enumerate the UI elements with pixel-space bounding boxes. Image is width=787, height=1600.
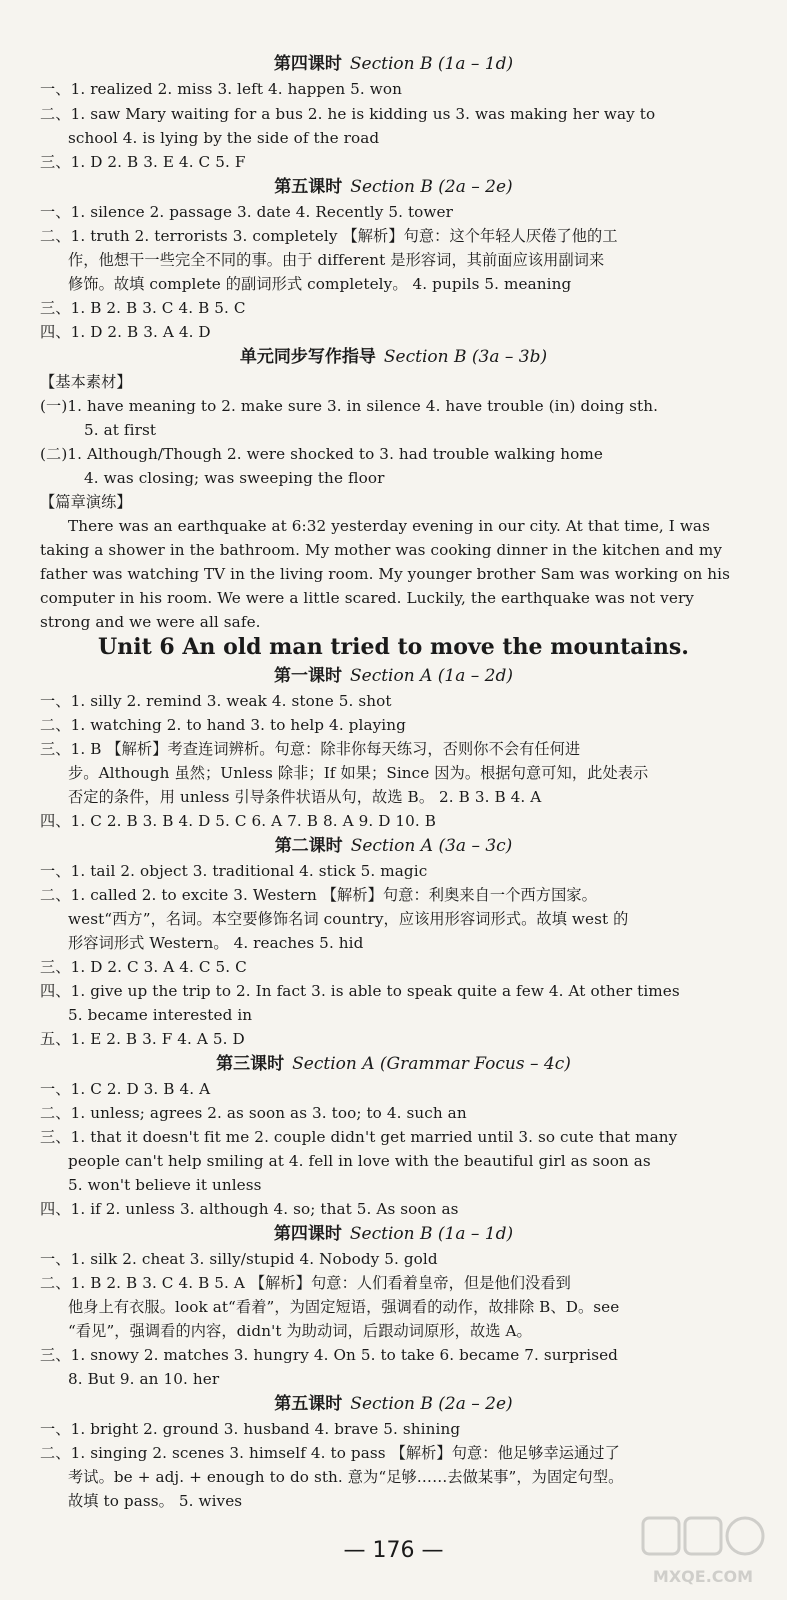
- answer-line: 二、1. called 2. to excite 3. Western 【解析】句意：利奥来自一个西方国家。: [40, 886, 597, 904]
- section-label: Section B (3a – 3b): [383, 347, 548, 367]
- answer-line: 一、1. silk 2. cheat 3. silly/stupid 4. Nobody 5. gold: [40, 1250, 438, 1268]
- answer-line: west“西方”，名词。本空要修饰名词 country，应该用形容词形式。故填 west 的: [68, 910, 629, 928]
- answer-line: 四、1. D 2. B 3. A 4. D: [40, 323, 211, 341]
- section-label: Section B (1a – 1d): [349, 1224, 514, 1244]
- page-number: — 176 —: [343, 1538, 444, 1563]
- answer-line: 一、1. silly 2. remind 3. weak 4. stone 5. shot: [40, 692, 392, 710]
- answer-line: 一、1. silence 2. passage 3. date 4. Recently 5. tower: [40, 203, 453, 221]
- answer-line: 一、1. bright 2. ground 3. husband 4. brave 5. shining: [40, 1420, 461, 1438]
- answer-line: 否定的条件，用 unless 引导条件状语从句，故选 B。 2. B 3. B 4. A: [68, 788, 542, 806]
- answer-line: 步。Although 虽然；Unless 除非；If 如果；Since 因为。根据句意可知，此处表示: [68, 764, 649, 782]
- answer-line: 四、1. if 2. unless 3. although 4. so; that 5. As soon as: [40, 1200, 459, 1218]
- lesson-heading: [0, 834, 787, 858]
- section-label: Section A (Grammar Focus – 4c): [292, 1054, 571, 1074]
- answer-line: 二、1. saw Mary waiting for a bus 2. he is kidding us 3. was making her way to: [40, 105, 656, 123]
- answer-line: 形容词形式 Western。 4. reaches 5. hid: [68, 934, 364, 952]
- lesson-title: 第三课时: [216, 1054, 285, 1074]
- answer-line: 二、1. B 2. B 3. C 4. B 5. A 【解析】句意：人们看着皇帝，但是他们没看到: [40, 1274, 571, 1292]
- section-label: Section B (2a – 2e): [350, 177, 513, 197]
- answer-line: 他身上有衣服。look at“看着”，为固定短语，强调看的动作，故排除 B、D。see: [68, 1298, 620, 1316]
- answer-line: 二、1. singing 2. scenes 3. himself 4. to pass 【解析】句意：他足够幸运通过了: [40, 1444, 620, 1462]
- lesson-heading: [0, 52, 787, 76]
- answer-line: 四、1. give up the trip to 2. In fact 3. is able to speak quite a few 4. At other times: [40, 982, 680, 1000]
- lesson-title: 第一课时: [274, 666, 342, 686]
- answer-line: 二、1. truth 2. terrorists 3. completely 【解析】句意：这个年轻人厌倦了他的工: [40, 227, 618, 245]
- answer-line: 考试。be + adj. + enough to do sth. 意为“足够……去做某事”，为固定句型。: [68, 1468, 624, 1486]
- lesson-heading: [0, 1392, 787, 1416]
- lesson-heading: [0, 1222, 787, 1246]
- answer-line: 二、1. unless; agrees 2. as soon as 3. too; to 4. such an: [40, 1104, 467, 1122]
- answer-line: (二)1. Although/Though 2. were shocked to 3. had trouble walking home: [40, 445, 604, 463]
- answer-line: 三、1. snowy 2. matches 3. hungry 4. On 5. to take 6. became 7. surprised: [40, 1346, 618, 1364]
- section-label: Section A (1a – 2d): [350, 666, 513, 686]
- answer-line: 5. at first: [84, 421, 157, 439]
- lesson-title: 第五课时: [274, 177, 343, 197]
- lesson-heading: [0, 345, 787, 369]
- answer-line: 三、1. that it doesn't fit me 2. couple didn't get married until 3. so cute that many: [40, 1128, 678, 1146]
- answer-line: people can't help smiling at 4. fell in love with the beautiful girl as soon as: [68, 1152, 651, 1170]
- answer-line: 故填 to pass。 5. wives: [68, 1492, 243, 1510]
- lesson-title: 第五课时: [274, 1394, 343, 1414]
- lesson-heading: [0, 664, 787, 688]
- answer-line: taking a shower in the bathroom. My mother was cooking dinner in the kitchen and my: [40, 541, 723, 559]
- answer-line: school 4. is lying by the side of the road: [68, 129, 380, 147]
- section-label: Section B (2a – 2e): [350, 1394, 513, 1414]
- lesson-title: 第二课时: [274, 836, 343, 856]
- answer-line: 二、1. watching 2. to hand 3. to help 4. playing: [40, 716, 406, 734]
- lesson-title: 第四课时: [273, 54, 342, 74]
- watermark-logo: [639, 1512, 769, 1592]
- answer-line: 五、1. E 2. B 3. F 4. A 5. D: [40, 1030, 245, 1048]
- answer-line: 三、1. B 【解析】考查连词辨析。句意：除非你每天练习，否则你不会有任何进: [40, 740, 581, 758]
- answer-line: 一、1. C 2. D 3. B 4. A: [40, 1080, 211, 1098]
- svg-text:MXQE.COM: MXQE.COM: [652, 1567, 754, 1586]
- unit-title: Unit 6 An old man tried to move the mountains.: [98, 634, 689, 660]
- answer-line: There was an earthquake at 6:32 yesterday evening in our city. At that time, I was: [68, 517, 710, 535]
- answer-line: “看见”，强调看的内容，didn't 为助动词，后跟动词原形，故选 A。: [68, 1322, 532, 1340]
- answer-line: 【篇章演练】: [40, 493, 132, 511]
- lesson-title: 第四课时: [273, 1224, 342, 1244]
- answer-line: 修饰。故填 complete 的副词形式 completely。 4. pupils 5. meaning: [68, 275, 572, 293]
- answer-line: 【基本素材】: [40, 373, 132, 391]
- answer-line: 5. became interested in: [68, 1006, 253, 1024]
- answer-line: computer in his room. We were a little scared. Luckily, the earthquake was not very: [40, 589, 694, 607]
- lesson-title: 单元同步写作指导: [239, 347, 376, 367]
- answer-line: 三、1. D 2. B 3. E 4. C 5. F: [40, 153, 246, 171]
- answer-line: 四、1. C 2. B 3. B 4. D 5. C 6. A 7. B 8. A 9. D 10. B: [40, 812, 437, 830]
- answer-line: 三、1. D 2. C 3. A 4. C 5. C: [40, 958, 247, 976]
- answer-line: 4. was closing; was sweeping the floor: [84, 469, 385, 487]
- answer-line: father was watching TV in the living room. My younger brother Sam was working on his: [40, 565, 730, 583]
- answer-line: 三、1. B 2. B 3. C 4. B 5. C: [40, 299, 246, 317]
- answer-line: 8. But 9. an 10. her: [68, 1370, 220, 1388]
- answer-line: strong and we were all safe.: [40, 613, 261, 631]
- answer-line: (一)1. have meaning to 2. make sure 3. in silence 4. have trouble (in) doing sth.: [40, 397, 659, 415]
- answer-line: 5. won't believe it unless: [68, 1176, 262, 1194]
- section-label: Section A (3a – 3c): [350, 836, 513, 856]
- section-label: Section B (1a – 1d): [349, 54, 514, 74]
- answer-line: 一、1. tail 2. object 3. traditional 4. stick 5. magic: [40, 862, 428, 880]
- answer-line: 一、1. realized 2. miss 3. left 4. happen 5. won: [40, 80, 402, 98]
- answer-line: 作，他想干一些完全不同的事。由于 different 是形容词，其前面应该用副词来: [68, 251, 605, 269]
- lesson-heading: [0, 175, 787, 199]
- lesson-heading: [0, 1052, 787, 1076]
